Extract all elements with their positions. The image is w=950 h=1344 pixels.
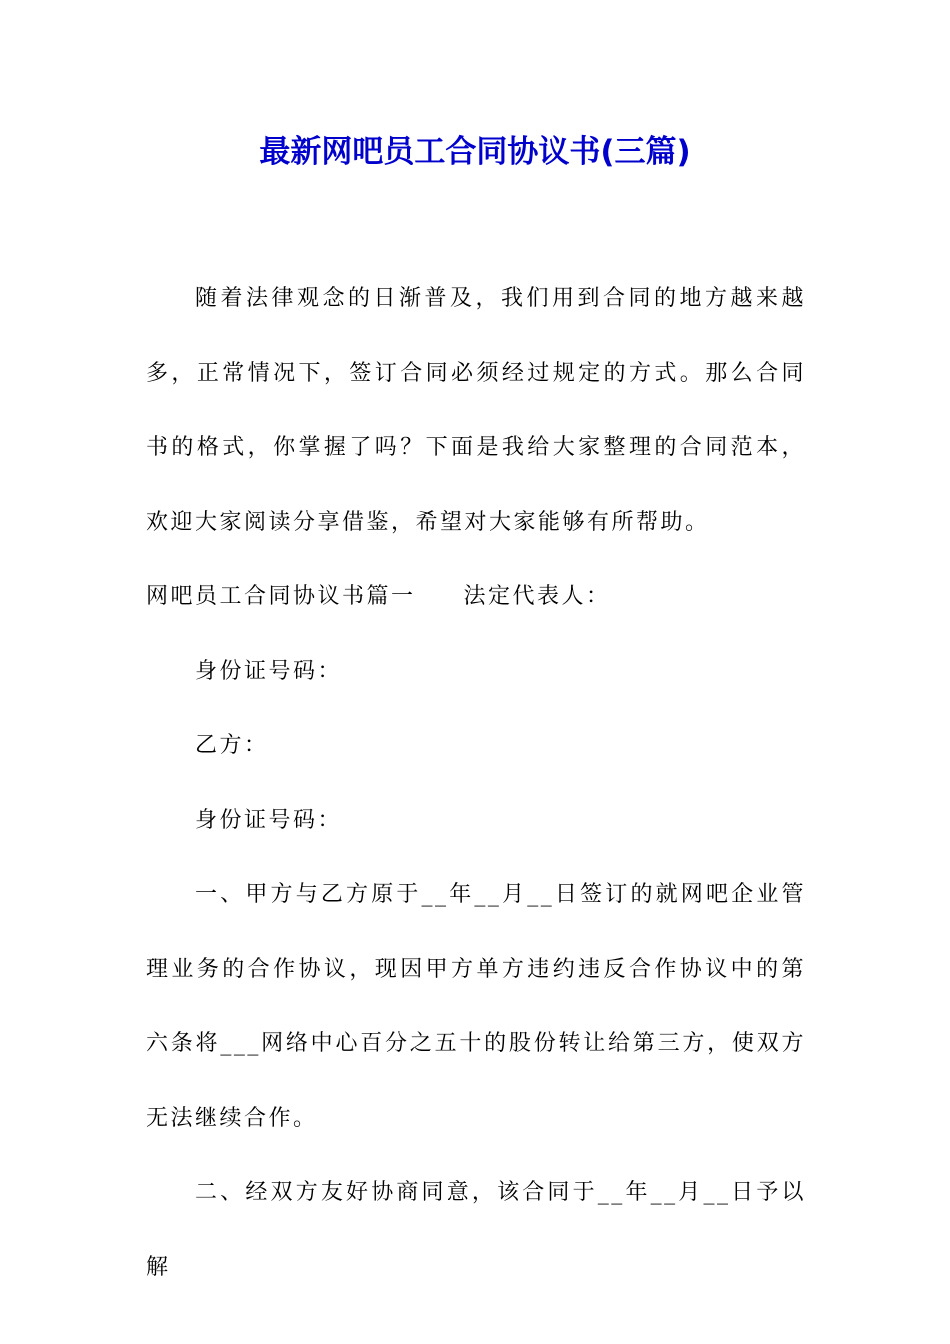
document-title: 最新网吧员工合同协议书(三篇) [259, 134, 691, 170]
clause-1-paragraph: 一、甲方与乙方原于__年__月__日签订的就网吧企业管理业务的合作协议，现因甲方单方违约违反合作协议中的第六条将___网络中心百分之五十的股份转让给第三方，使双方无法继续合作。 [146, 882, 806, 1131]
intro-paragraph: 随着法律观念的日渐普及，我们用到合同的地方越来越多，正常情况下，签订合同必须经过规定的方式。那么合同书的格式，你掌握了吗？下面是我给大家整理的合同范本，欢迎大家阅读分享借鉴，希望对大家能够有所帮助。 [146, 286, 806, 535]
id-number-label-1: 身份证号码： [195, 658, 343, 684]
party-b-label: 乙方： [195, 733, 269, 758]
id-number-label-2: 身份证号码： [195, 807, 343, 833]
section-heading-line [146, 560, 806, 635]
clause-2-paragraph: 二、经双方友好协商同意，该合同于__年__月__日予以解 [146, 1180, 806, 1280]
legal-representative-label: 法定代表人： [463, 584, 611, 609]
document-body [146, 262, 806, 1305]
section-heading: 网吧员工合同协议书篇一 [146, 584, 416, 609]
